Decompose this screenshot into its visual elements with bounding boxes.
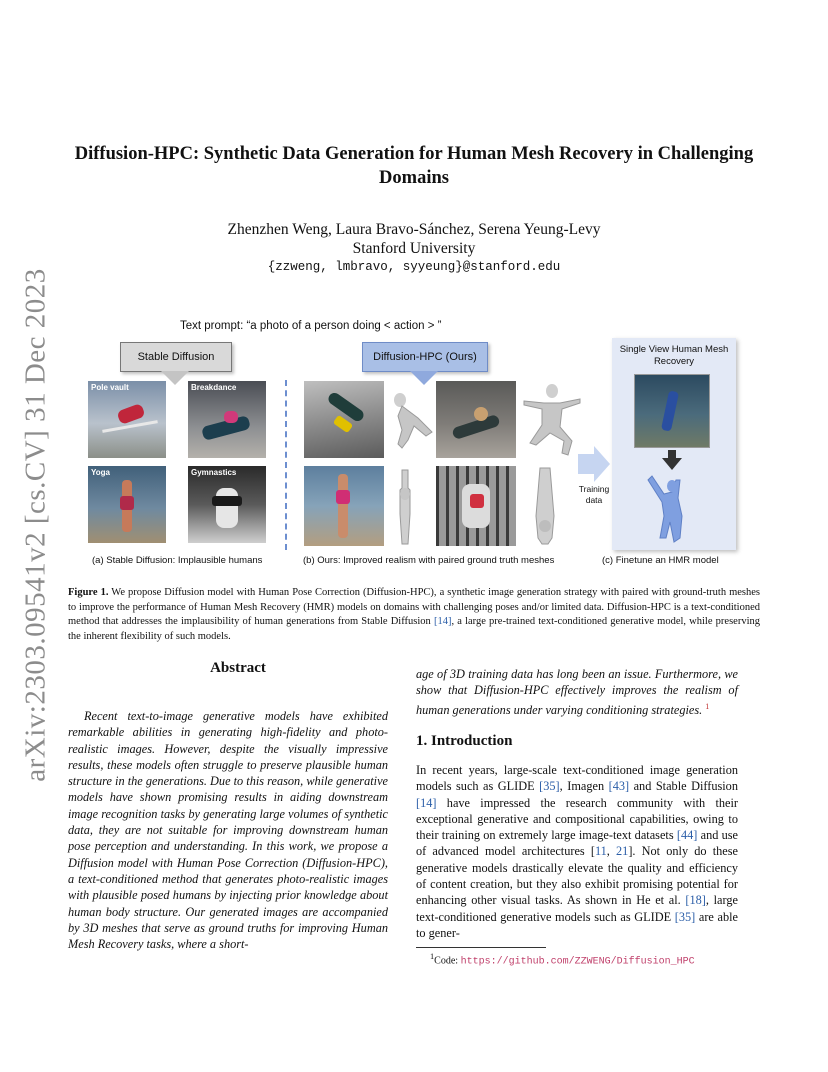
photo-yoga	[88, 466, 166, 543]
photo-generated-gymnastics	[436, 466, 516, 546]
figure-1	[80, 318, 750, 568]
arxiv-id: arXiv:2303.09541v2 [cs.CV] 31 Dec 2023	[19, 268, 52, 782]
abstract-continued-text: age of 3D training data has long been an issue. Furthermore, we show that Diffusion-HPC effectively improves the realism of human generations under varying conditioning strategies.	[416, 667, 738, 717]
intro-text: ]. Not only do these generative models drastically elevate the quality and efficiency of content creation, but they also exhibit promising potential for enhancing other visual tasks. As shown in He et al.	[416, 844, 738, 908]
caption-text: We propose Diffusion model with Human Pose Correction (Diffusion-HPC), a synthetic image generation strategy with paired with ground-truth meshes to improve the performance of Human Mesh Recovery (HMR) models on domains with challenging poses and/or limited data. Diffusion-HPC is a text-conditioned method that addresses the implausibility of human generations from Stable Diffusion	[68, 587, 761, 628]
authors: Zhenzhen Weng, Laura Bravo-Sánchez, Serena Yeung-Levy	[227, 221, 601, 238]
code-url-link[interactable]: https://github.com/ZZWENG/Diffusion_HPC	[460, 956, 695, 968]
hmr-input-photo	[634, 374, 710, 448]
intro-text: ,	[606, 844, 617, 859]
citation-link[interactable]: [18]	[685, 893, 706, 908]
citation-link[interactable]: [14]	[416, 795, 437, 810]
photo-generated-pole-vault	[304, 381, 384, 458]
citation-link[interactable]: 11	[594, 844, 607, 859]
diffusion-hpc-banner	[362, 342, 488, 372]
abstract-body: Recent text-to-image generative models have exhibited remarkable abilities in generating high-fidelity and photo-realistic images. However, despite the visually impressive results, these models often struggle to preserve plausible human structure in the generations. Due to this reason, while generative models have shown promising results in aiding downstream image recognition tasks by generating large volumes of synthetic data, they are not suitable for improving downstream human pose perception and understanding. In this work, we propose a Diffusion model with Human Pose Correction (Diffusion-HPC), a text-conditioned method that generates photo-realistic images with plausible posed humans by injecting prior knowledge about human body structure. Our generated images are accompanied by 3D meshes that serve as ground truths for improving Human Mesh Recovery tasks, where a short-	[68, 709, 388, 952]
hmr-panel-title: Single View Human Mesh Recovery	[619, 344, 729, 367]
photo-label: Breakdance	[191, 383, 237, 392]
figure-caption	[68, 586, 760, 644]
footnote-number: 1	[430, 952, 435, 961]
figure-label: Figure 1.	[68, 587, 109, 598]
panel-divider	[285, 380, 287, 550]
citation-link[interactable]: [14]	[433, 616, 452, 628]
footnote-rule	[416, 947, 546, 948]
author-emails: {zzweng, lmbravo, syyeung}@stanford.edu	[267, 260, 561, 274]
subcaption-c: (c) Finetune an HMR model	[602, 555, 719, 566]
author-block	[60, 220, 768, 258]
photo-generated-yoga	[304, 466, 384, 546]
photo-label: Yoga	[91, 468, 110, 477]
mesh-gymnastics	[530, 466, 560, 546]
footnote-marker[interactable]: 1	[705, 701, 710, 711]
down-arrow-icon	[662, 450, 682, 470]
abstract-heading: Abstract	[210, 660, 266, 676]
down-arrow-icon	[410, 371, 438, 385]
arxiv-margin-stamp	[14, 268, 58, 782]
photo-pole-vault	[88, 381, 166, 458]
intro-text: have impressed the research community with their exceptional generative and compositional capabilities, owing to their training on extremely large image-text datasets	[416, 795, 738, 843]
citation-link[interactable]: [44]	[676, 828, 698, 843]
diffusion-hpc-label: Diffusion-HPC (Ours)	[373, 351, 477, 363]
intro-text: In recent years, large-scale text-conditioned image generation models such as GLIDE	[416, 763, 738, 794]
intro-text: , large text-conditioned generative models such as GLIDE	[416, 893, 738, 924]
photo-generated-breakdance	[436, 381, 516, 458]
abstract-continued	[416, 666, 738, 718]
intro-text: and Stable Diffusion	[629, 779, 738, 794]
mesh-breakdance	[520, 381, 584, 461]
section-heading-introduction: 1. Introduction	[416, 733, 513, 749]
abstract-text	[68, 708, 388, 952]
photo-label: Pole vault	[91, 383, 129, 392]
hmr-panel	[612, 338, 736, 550]
citation-link[interactable]: 21	[616, 844, 629, 859]
paper-title: Diffusion-HPC: Synthetic Data Generation for Human Mesh Recovery in Challenging Domains	[74, 144, 754, 188]
footnote	[430, 952, 695, 967]
stable-diffusion-label: Stable Diffusion	[137, 351, 215, 363]
intro-text: , Imagen	[559, 779, 609, 794]
mesh-pole-vault	[388, 388, 436, 454]
subcaption-a: (a) Stable Diffusion: Implausible humans	[92, 555, 263, 566]
citation-link[interactable]: [43]	[608, 779, 630, 794]
photo-label: Gymnastics	[191, 468, 237, 477]
photo-breakdance	[188, 381, 266, 458]
intro-text: are able to gener-	[416, 909, 738, 940]
training-data-arrow-icon	[578, 446, 610, 482]
citation-link[interactable]: [35]	[674, 909, 696, 924]
training-data-label: Training data	[578, 484, 610, 505]
hmr-output-mesh	[642, 472, 702, 544]
affiliation: Stanford University	[352, 240, 476, 257]
citation-link[interactable]: [35]	[539, 779, 560, 794]
footnote-label: Code:	[434, 955, 461, 967]
caption-text: , a large pre-trained text-conditioned generative model, while preserving the inherent flexibility of such models.	[68, 616, 761, 642]
photo-gymnastics	[188, 466, 266, 543]
intro-text: and use of advanced model architectures [	[416, 828, 739, 859]
subcaption-b: (b) Ours: Improved realism with paired ground truth meshes	[303, 555, 555, 566]
mesh-yoga	[394, 468, 416, 546]
stable-diffusion-banner	[120, 342, 232, 372]
introduction-text	[416, 762, 738, 941]
figure-prompt: Text prompt: “a photo of a person doing < action > ”	[180, 320, 442, 332]
